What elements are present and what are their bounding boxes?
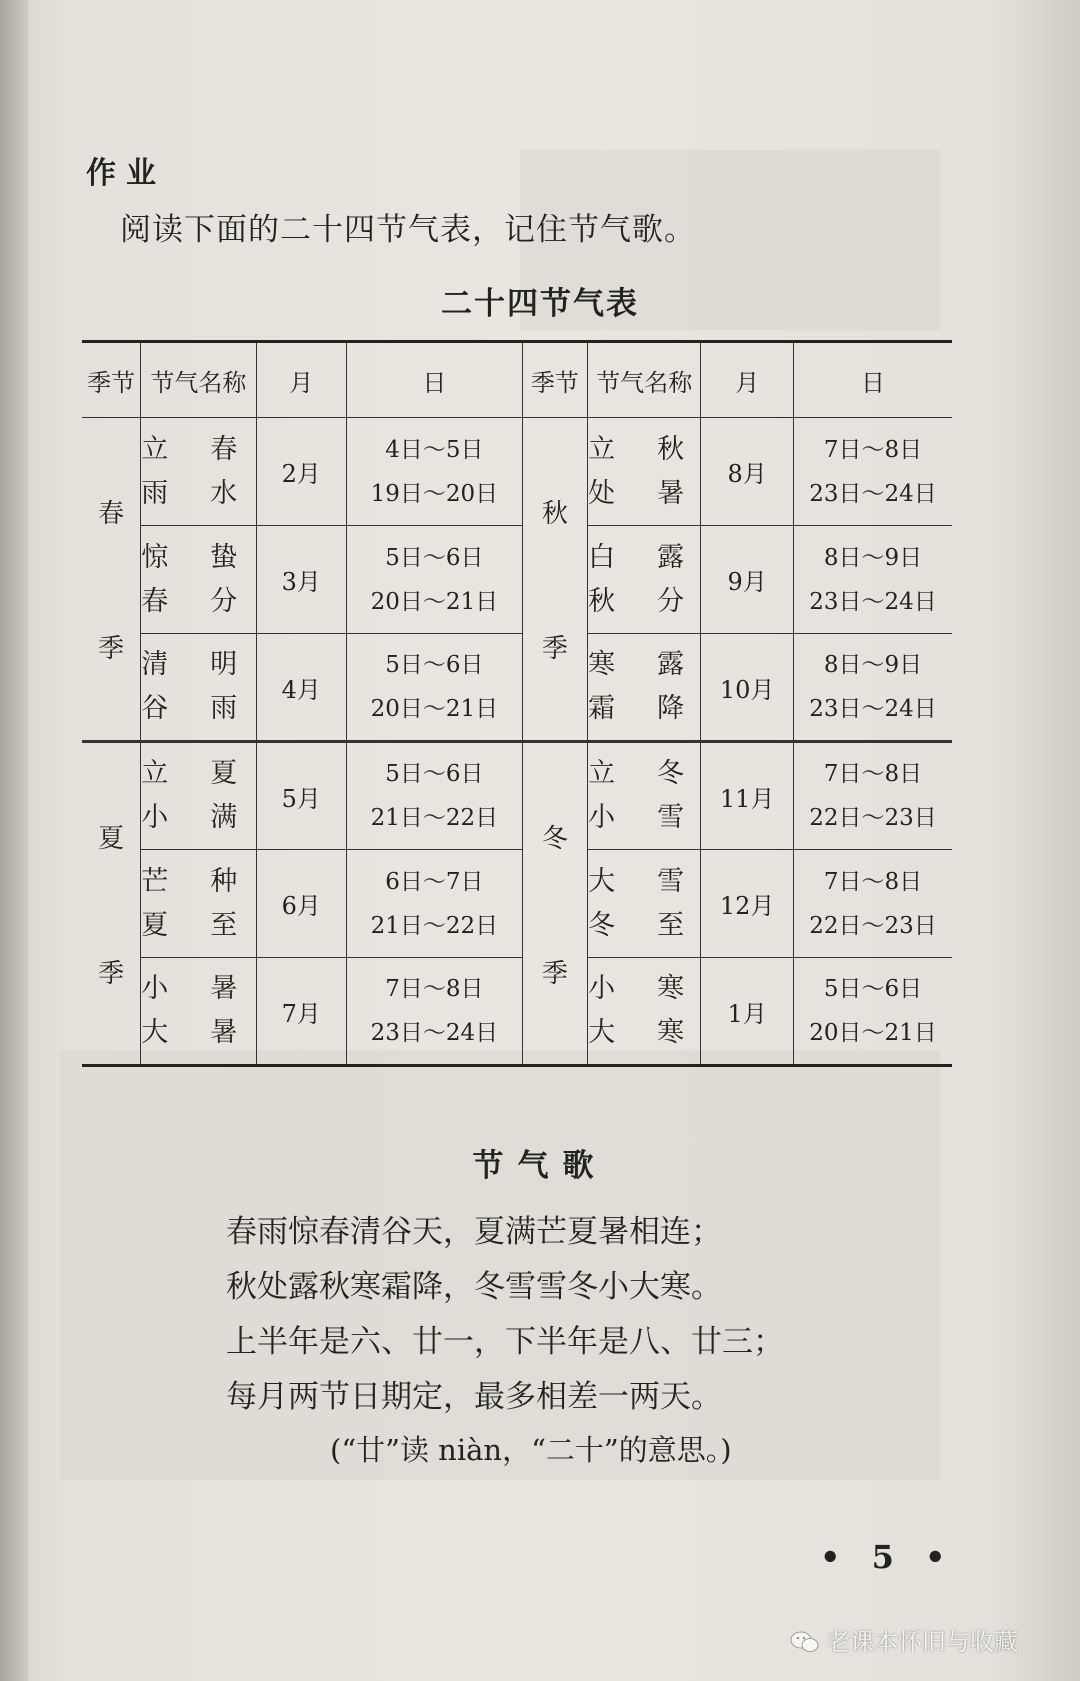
song-title: 节气歌 [472, 1148, 608, 1184]
term-name: 大 暑 [141, 1017, 238, 1048]
term-names [141, 742, 256, 850]
header-term-name: 节气名称 [141, 342, 256, 418]
table-row [82, 958, 952, 1066]
term-names [141, 418, 256, 526]
term-name: 小 雪 [588, 802, 685, 833]
day-line: 23日～24日 [809, 588, 937, 615]
season-label [82, 769, 140, 1039]
term-names [141, 958, 256, 1066]
day-line: 4日～5日 [385, 436, 484, 463]
month-cell: 4月 [256, 634, 346, 742]
table-body [82, 418, 952, 1066]
day-line: 23日～24日 [370, 1020, 499, 1046]
day-range [793, 634, 952, 742]
season-cell [82, 418, 141, 742]
day-line: 22日～23日 [809, 912, 937, 939]
day-range [347, 958, 523, 1066]
song-line: 秋处露秋寒霜降，冬雪雪冬小大寒。 [226, 1269, 722, 1305]
season-char: 季 [541, 958, 568, 989]
day-line: 22日～23日 [809, 805, 937, 831]
day-line: 5日～6日 [385, 544, 484, 571]
term-names [141, 526, 256, 634]
season-cell [522, 418, 587, 742]
season-char: 冬 [541, 823, 568, 854]
header-month: 月 [701, 342, 794, 418]
solar-terms-table [82, 340, 952, 1067]
term-names [588, 526, 701, 634]
header-season: 季节 [522, 342, 587, 418]
month-cell: 5月 [256, 742, 346, 850]
season-char: 季 [98, 634, 125, 664]
season-char: 秋 [541, 499, 568, 529]
header-day: 日 [793, 342, 952, 418]
day-line: 7日～8日 [823, 868, 923, 895]
term-name: 小 满 [141, 802, 238, 833]
wechat-icon [790, 1630, 820, 1654]
day-line: 7日～8日 [823, 761, 923, 787]
table-header-row [82, 342, 952, 418]
day-line: 8日～9日 [823, 652, 923, 678]
pronunciation-note: (“廿”读 niàn，“二十”的意思。) [330, 1433, 732, 1467]
month-cell: 2月 [256, 418, 346, 526]
day-line: 21日～22日 [370, 912, 499, 939]
header-season: 季节 [82, 342, 141, 418]
month-cell: 12月 [701, 850, 794, 958]
season-cell [522, 742, 587, 1066]
term-names [588, 742, 701, 850]
term-name: 秋 分 [588, 585, 685, 617]
month-cell: 8月 [701, 418, 794, 526]
song-line: 每月两节日期定，最多相差一两天。 [226, 1379, 722, 1415]
day-range [793, 850, 952, 958]
season-char: 季 [541, 634, 568, 664]
term-name: 雨 水 [141, 477, 238, 509]
term-name: 立 春 [141, 433, 238, 465]
page-number: • 5 • [820, 1538, 956, 1576]
season-char: 夏 [98, 823, 125, 854]
header-term-name: 节气名称 [588, 342, 701, 418]
homework-instruction: 阅读下面的二十四节气表，记住节气歌。 [120, 212, 696, 248]
season-char: 季 [98, 958, 125, 989]
day-line: 6日～7日 [385, 868, 484, 895]
day-line: 5日～6日 [823, 976, 923, 1002]
day-range [347, 850, 523, 958]
table-row [82, 742, 952, 850]
term-name: 谷 雨 [141, 693, 238, 724]
homework-title: 作业 [86, 156, 166, 191]
watermark [790, 1622, 1018, 1657]
month-cell: 9月 [701, 526, 794, 634]
day-range [793, 526, 952, 634]
season-label [523, 769, 587, 1039]
term-names [141, 850, 256, 958]
song-line: 春雨惊春清谷天，夏满芒夏暑相连； [226, 1214, 722, 1250]
day-line: 20日～21日 [809, 1020, 937, 1046]
term-name: 立 夏 [141, 758, 238, 789]
month-cell: 1月 [701, 958, 794, 1066]
table-row [82, 850, 952, 958]
term-names [588, 958, 701, 1066]
day-line: 7日～8日 [385, 976, 484, 1002]
day-line: 5日～6日 [385, 761, 484, 787]
term-name: 霜 降 [588, 693, 685, 724]
table-row [82, 634, 952, 742]
day-range [347, 418, 523, 526]
term-name: 夏 至 [141, 909, 238, 941]
song-line: 上半年是六、廿一，下半年是八、廿三； [226, 1324, 784, 1360]
day-line: 21日～22日 [370, 805, 499, 831]
day-line: 23日～24日 [809, 480, 937, 507]
term-names [141, 634, 256, 742]
season-label [82, 444, 140, 714]
day-line: 8日～9日 [823, 544, 923, 571]
song-lines [226, 1205, 784, 1425]
table-title: 二十四节气表 [441, 286, 639, 322]
watermark-text: 老课本怀旧与收藏 [826, 1628, 1018, 1656]
day-range [793, 418, 952, 526]
table-row [82, 526, 952, 634]
book-spine [0, 0, 28, 1681]
day-range [347, 742, 523, 850]
term-name: 小 暑 [141, 973, 238, 1004]
table-row [82, 418, 952, 526]
term-name: 立 秋 [588, 433, 685, 465]
day-range [347, 634, 523, 742]
month-cell: 10月 [701, 634, 794, 742]
season-cell [82, 742, 141, 1066]
term-name: 大 雪 [588, 865, 685, 897]
season-label [523, 444, 587, 714]
day-range [347, 526, 523, 634]
term-name: 白 露 [588, 541, 685, 573]
term-name: 大 寒 [588, 1017, 685, 1048]
day-line: 7日～8日 [823, 436, 923, 463]
header-month: 月 [256, 342, 346, 418]
term-name: 立 冬 [588, 758, 685, 789]
term-names [588, 634, 701, 742]
month-cell: 11月 [701, 742, 794, 850]
day-line: 20日～21日 [370, 696, 499, 722]
term-names [588, 418, 701, 526]
day-line: 23日～24日 [809, 696, 937, 722]
day-line: 20日～21日 [370, 588, 499, 615]
term-name: 春 分 [141, 585, 238, 617]
day-range [793, 958, 952, 1066]
term-names [588, 850, 701, 958]
term-name: 寒 露 [588, 649, 685, 680]
day-line: 19日～20日 [370, 480, 499, 507]
term-name: 处 暑 [588, 477, 685, 509]
day-range [793, 742, 952, 850]
term-name: 冬 至 [588, 909, 685, 941]
term-name: 小 寒 [588, 973, 685, 1004]
header-day: 日 [347, 342, 523, 418]
month-cell: 7月 [256, 958, 346, 1066]
term-name: 清 明 [141, 649, 238, 680]
term-name: 芒 种 [141, 865, 238, 897]
month-cell: 6月 [256, 850, 346, 958]
season-char: 春 [98, 499, 125, 529]
month-cell: 3月 [256, 526, 346, 634]
term-name: 惊 蛰 [141, 541, 238, 573]
day-line: 5日～6日 [385, 652, 484, 678]
